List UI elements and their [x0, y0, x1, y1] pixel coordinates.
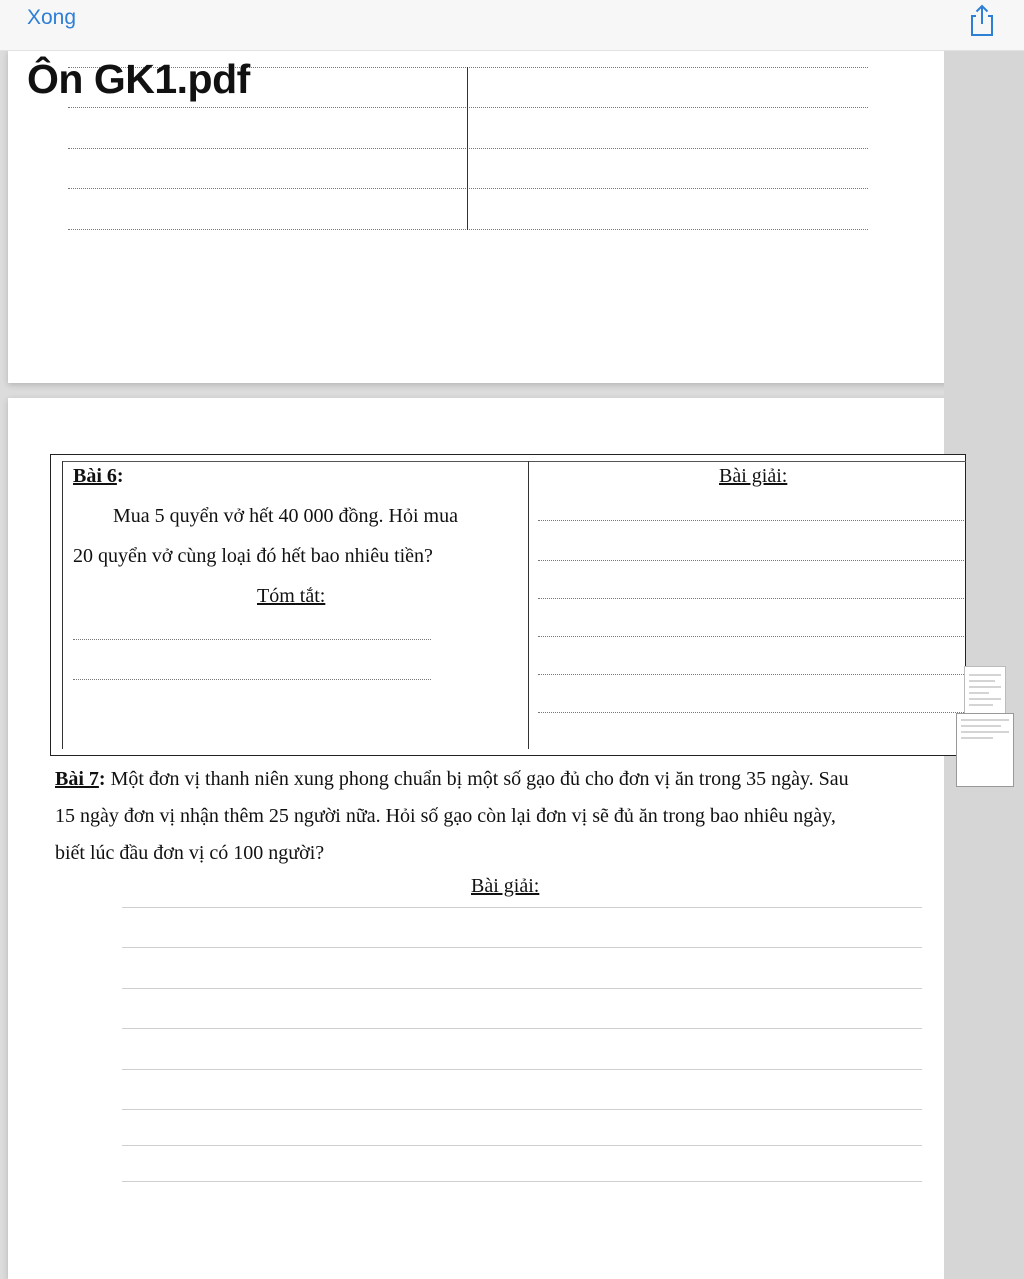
- solution-line: [538, 560, 964, 561]
- page-thumbnail-current[interactable]: [956, 713, 1014, 787]
- bai6-left-border: [62, 461, 63, 749]
- solution-line: [538, 520, 964, 521]
- bai6-solution-label: Bài giải:: [719, 465, 788, 487]
- bai7-line1: Bài 7: Một đơn vị thanh niên xung phong chuẩn bị một số gạo đủ cho đơn vị ăn trong 35 ngày. Sau: [55, 768, 849, 790]
- bai6-column-divider: [528, 461, 529, 749]
- bai7-line2: 15 ngày đơn vị nhận thêm 25 người nữa. Hỏi số gạo còn lại đơn vị sẽ đủ ăn trong bao nhiêu ngày,: [55, 805, 836, 827]
- summary-line: [73, 679, 431, 680]
- solution-line: [538, 674, 964, 675]
- share-icon[interactable]: [966, 2, 998, 38]
- top-toolbar: [0, 0, 1024, 51]
- page-thumbnail[interactable]: [964, 666, 1006, 716]
- bai6-box: [50, 454, 966, 756]
- bai7-solution-label: Bài giải:: [471, 875, 540, 897]
- bai6-problem-line2: 20 quyển vở cùng loại đó hết bao nhiêu tiền?: [73, 545, 433, 567]
- document-title: Ôn GK1.pdf: [27, 56, 250, 102]
- bai6-summary-label: Tóm tắt:: [257, 585, 326, 607]
- bai6-heading: Bài 6:: [73, 465, 124, 487]
- bai6-inner-border: [62, 461, 966, 462]
- summary-line: [73, 639, 431, 640]
- bai7-line3: biết lúc đầu đơn vị có 100 người?: [55, 842, 325, 864]
- solution-line: [538, 598, 964, 599]
- solution-line: [538, 712, 964, 713]
- solution-line: [538, 636, 964, 637]
- done-button[interactable]: Xong: [27, 6, 77, 29]
- bai6-problem-line1: Mua 5 quyển vở hết 40 000 đồng. Hỏi mua: [113, 505, 458, 527]
